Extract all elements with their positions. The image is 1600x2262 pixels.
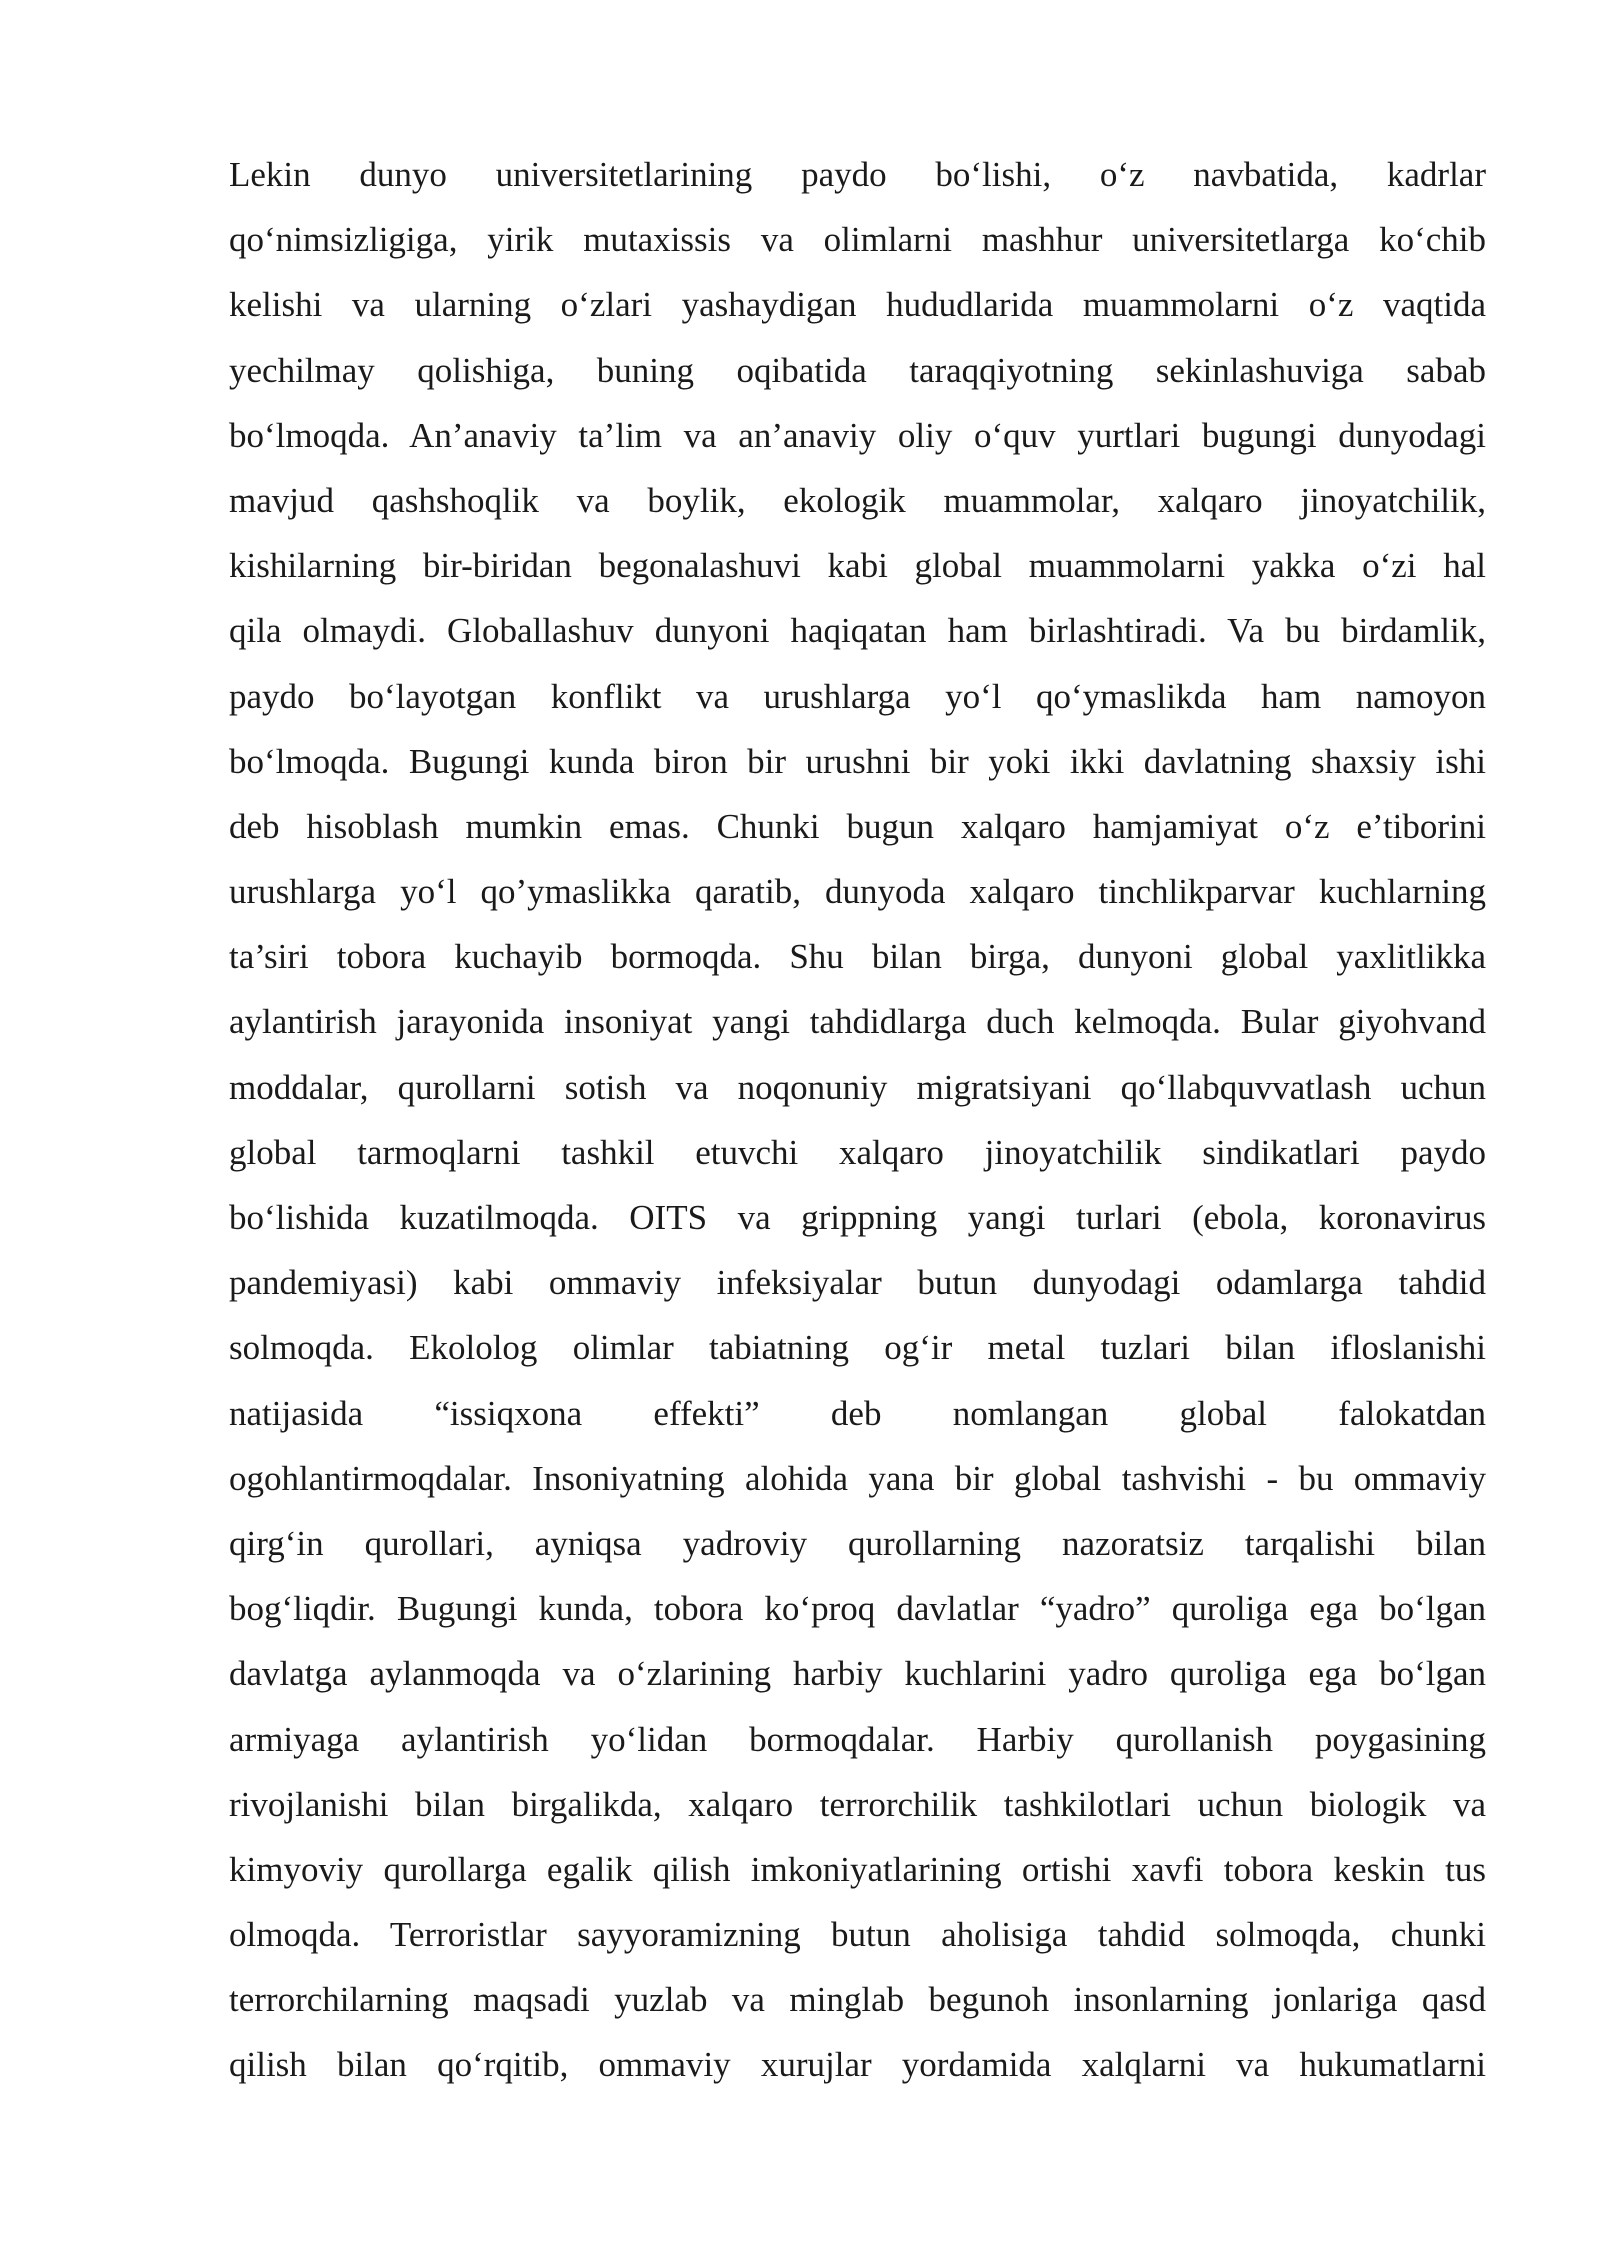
- text-line-19: solmoqda. Ekololog olimlar tabiatning og‘ir metal tuzlari bilan ifloslanishi: [229, 1328, 1486, 1368]
- text-line-15: moddalar, qurollarni sotish va noqonuniy migratsiyani qo‘llabquvvatlash uchun: [229, 1067, 1486, 1107]
- text-line-27: kimyoviy qurollarga egalik qilish imkoniyatlarining ortishi xavfi tobora keskin tus: [229, 1849, 1486, 1889]
- text-line-23: bog‘liqdir. Bugungi kunda, tobora ko‘proq davlatlar “yadro” quroliga ega bo‘lgan: [229, 1589, 1486, 1629]
- text-line-16: global tarmoqlarni tashkil etuvchi xalqaro jinoyatchilik sindikatlari paydo: [229, 1132, 1486, 1172]
- text-line-5: bo‘lmoqda. An’anaviy ta’lim va an’anaviy oliy o‘quv yurtlari bugungi dunyodagi: [229, 415, 1486, 455]
- text-line-17: bo‘lishida kuzatilmoqda. OITS va grippning yangi turlari (ebola, koronavirus: [229, 1198, 1486, 1237]
- text-line-18: pandemiyasi) kabi ommaviy infeksiyalar butun dunyodagi odamlarga tahdid: [229, 1263, 1486, 1303]
- text-line-13: ta’siri tobora kuchayib bormoqda. Shu bilan birga, dunyoni global yaxlitlikka: [229, 937, 1486, 977]
- text-line-24: davlatga aylanmoqda va o‘zlarining harbiy kuchlarini yadro quroliga ega bo‘lgan: [229, 1654, 1486, 1694]
- text-line-25: armiyaga aylantirish yo‘lidan bormoqdalar. Harbiy qurollanish poygasining: [229, 1719, 1486, 1759]
- text-line-1: Lekin dunyo universitetlarining paydo bo‘lishi, o‘z navbatida, kadrlar: [229, 155, 1486, 194]
- text-line-12: urushlarga yo‘l qo’ymaslikka qaratib, dunyoda xalqaro tinchlikparvar kuchlarning: [229, 872, 1486, 912]
- text-line-2: qo‘nimsizligiga, yirik mutaxissis va olimlarni mashhur universitetlarga ko‘chib: [229, 220, 1486, 260]
- text-line-26: rivojlanishi bilan birgalikda, xalqaro terrorchilik tashkilotlari uchun biologik va: [229, 1784, 1486, 1824]
- text-line-30: qilish bilan qo‘rqitib, ommaviy xurujlar yordamida xalqlarni va hukumatlarni: [229, 2045, 1486, 2085]
- text-line-9: paydo bo‘layotgan konflikt va urushlarga yo‘l qo‘ymaslikda ham namoyon: [229, 676, 1486, 716]
- text-line-28: olmoqda. Terroristlar sayyoramizning butun aholisiga tahdid solmoqda, chunki: [229, 1915, 1486, 1955]
- text-line-14: aylantirish jarayonida insoniyat yangi tahdidlarga duch kelmoqda. Bular giyohvand: [229, 1002, 1486, 1042]
- text-line-7: kishilarning bir-biridan begonalashuvi kabi global muammolarni yakka o‘zi hal: [229, 546, 1486, 586]
- body-paragraph: [229, 148, 1486, 2104]
- text-line-11: deb hisoblash mumkin emas. Chunki bugun xalqaro hamjamiyat o‘z e’tiborini: [229, 806, 1486, 846]
- text-line-22: qirg‘in qurollari, ayniqsa yadroviy qurollarning nazoratsiz tarqalishi bilan: [229, 1523, 1486, 1563]
- text-line-8: qila olmaydi. Globallashuv dunyoni haqiqatan ham birlashtiradi. Va bu birdamlik,: [229, 611, 1486, 651]
- text-line-6: mavjud qashshoqlik va boylik, ekologik muammolar, xalqaro jinoyatchilik,: [229, 480, 1486, 520]
- text-line-21: ogohlantirmoqdalar. Insoniyatning alohida yana bir global tashvishi - bu ommaviy: [229, 1458, 1486, 1498]
- text-line-29: terrorchilarning maqsadi yuzlab va minglab begunoh insonlarning jonlariga qasd: [229, 1980, 1486, 2020]
- text-line-20: natijasida “issiqxona effekti” deb nomlangan global falokatdan: [229, 1393, 1486, 1433]
- text-line-4: yechilmay qolishiga, buning oqibatida taraqqiyotning sekinlashuviga sabab: [229, 350, 1486, 390]
- text-line-3: kelishi va ularning o‘zlari yashaydigan hududlarida muammolarni o‘z vaqtida: [229, 285, 1486, 325]
- text-line-10: bo‘lmoqda. Bugungi kunda biron bir urushni bir yoki ikki davlatning shaxsiy ishi: [229, 741, 1486, 781]
